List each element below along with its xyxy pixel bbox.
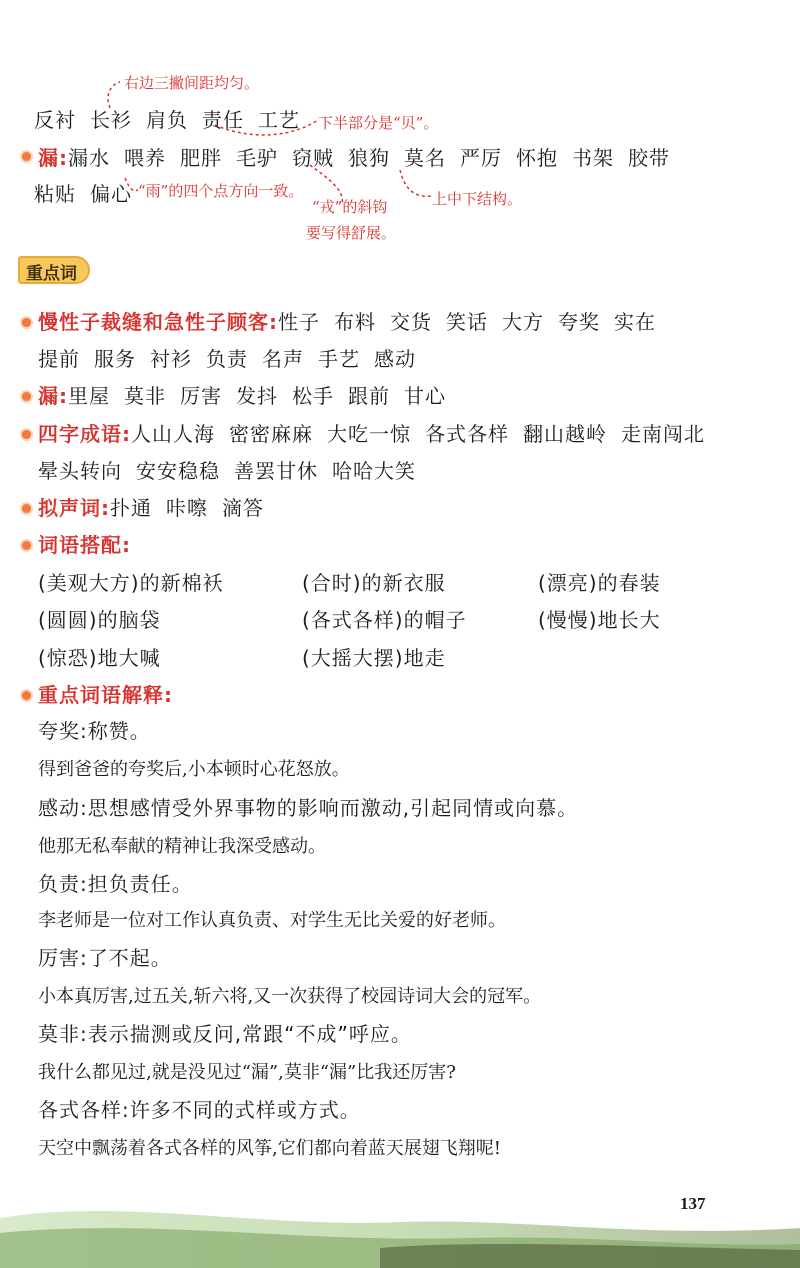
collocation-label: 词语搭配:	[38, 533, 131, 557]
explain-label: 重点词语解释:	[38, 683, 173, 707]
definition: 感动:思想感情受外界事物的影响而激动,引起同情或向慕。	[38, 796, 579, 820]
word-row-1: 反衬 长衫 肩负 责任 工艺	[34, 108, 300, 132]
collocation-item: (圆圆)的脑袋	[38, 608, 161, 632]
collocation-item: (美观大方)的新棉袄	[38, 571, 224, 595]
note-rong-1: “戎”的斜钩	[312, 198, 388, 216]
bullet-dot	[22, 504, 31, 513]
bullet-dot	[22, 541, 31, 550]
collocation-item: (大摇大摆)地走	[302, 646, 446, 670]
idioms-row-1: 四字成语:人山人海 密密麻麻 大吃一惊 各式各样 翻山越岭 走南闯北	[38, 422, 705, 446]
collocation-item: (各式各样)的帽子	[302, 608, 467, 632]
example-sentence: 我什么都见过,就是没见过“漏”,莫非“漏”比我还厉害?	[38, 1062, 456, 1083]
note-jiegou: 上中下结构。	[432, 190, 523, 208]
page-number: 137	[680, 1194, 706, 1213]
example-sentence: 得到爸爸的夸奖后,小本顿时心花怒放。	[38, 759, 350, 780]
bullet-dot	[22, 392, 31, 401]
definition: 各式各样:许多不同的式样或方式。	[38, 1098, 361, 1122]
definition: 厉害:了不起。	[38, 946, 172, 970]
note-rong-2: 要写得舒展。	[306, 224, 397, 242]
example-sentence: 小本真厉害,过五关,斩六将,又一次获得了校园诗词大会的冠军。	[38, 986, 542, 1007]
onomatopoeia-row: 拟声词:扑通 咔嚓 滴答	[38, 496, 264, 520]
lou-words-row: 漏:里屋 莫非 厉害 发抖 松手 跟前 甘心	[38, 384, 446, 408]
bullet-dot	[22, 430, 31, 439]
collocation-item: (合时)的新衣服	[302, 571, 446, 595]
definition: 夸奖:称赞。	[38, 719, 151, 743]
lesson-words-row-1: 慢性子裁缝和急性子顾客:性子 布料 交货 笑话 大方 夸奖 实在	[38, 310, 656, 334]
grass-decoration	[0, 1188, 800, 1268]
example-sentence: 他那无私奉献的精神让我深受感动。	[38, 836, 326, 857]
bullet-dot	[22, 318, 31, 327]
word-row-2: 漏:漏水 喂养 肥胖 毛驴 窃贼 狼狗 莫名 严厉 怀抱 书架 胶带	[38, 146, 670, 170]
collocation-item: (慢慢)地长大	[538, 608, 661, 632]
note-right: 下半部分是“贝”。	[318, 114, 439, 132]
bullet-dot	[22, 691, 31, 700]
collocation-item: (漂亮)的春装	[538, 571, 661, 595]
idioms-row-2: 晕头转向 安安稳稳 善罢甘休 哈哈大笑	[38, 459, 416, 483]
section-badge: 重点词	[18, 256, 90, 284]
example-sentence: 天空中飘荡着各式各样的风筝,它们都向着蓝天展翅飞翔呢!	[38, 1138, 501, 1159]
note-top: 右边三撇间距均匀。	[124, 74, 260, 92]
example-sentence: 李老师是一位对工作认真负责、对学生无比关爱的好老师。	[38, 910, 506, 931]
bullet-dot	[22, 152, 31, 161]
note-yu: “雨”的四个点方向一致。	[138, 182, 304, 200]
lesson-words-row-2: 提前 服务 衬衫 负责 名声 手艺 感动	[38, 347, 416, 371]
definition: 莫非:表示揣测或反问,常跟“不成”呼应。	[38, 1022, 412, 1046]
word-row-3: 粘贴 偏心	[34, 182, 132, 206]
definition: 负责:担负责任。	[38, 872, 193, 896]
collocation-item: (惊恐)地大喊	[38, 646, 161, 670]
